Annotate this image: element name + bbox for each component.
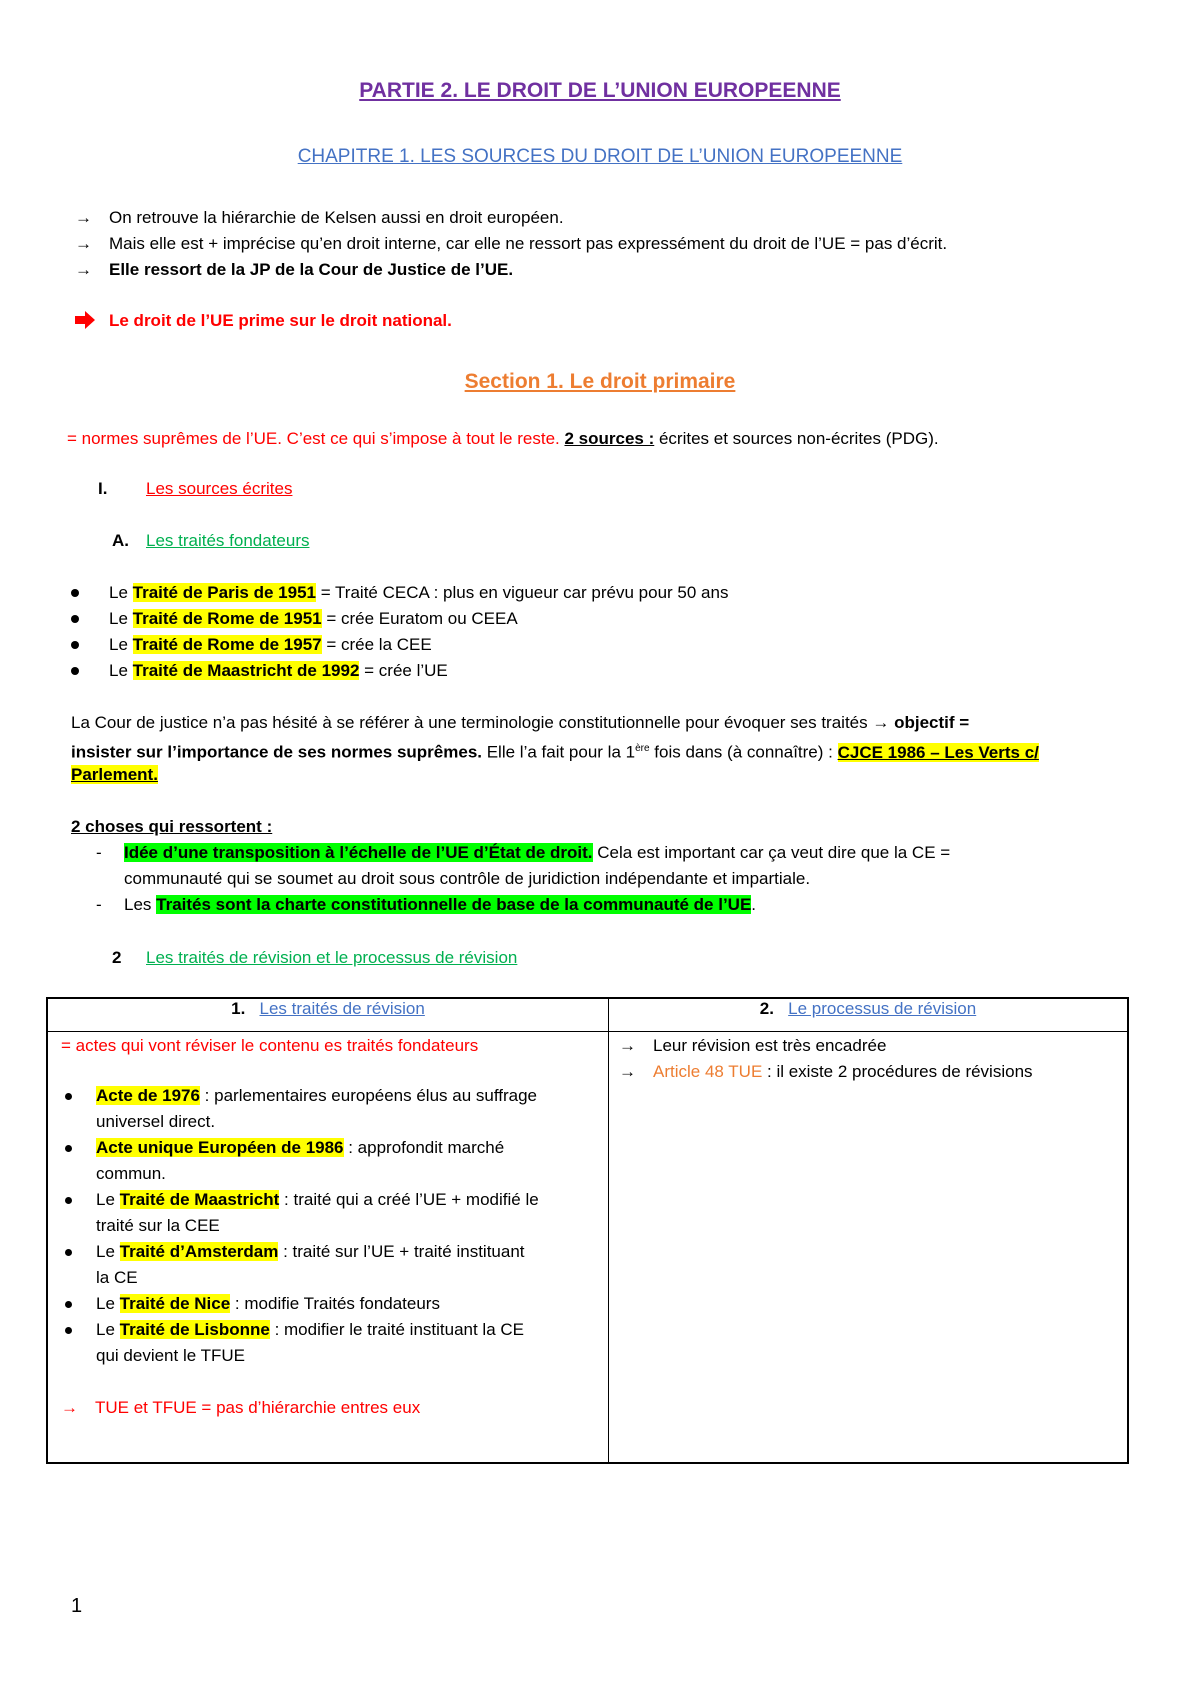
revision-item: Le Traité de Nice : modifie Traités fondateurs: [96, 1294, 440, 1313]
treaty-item: Le Traité de Rome de 1951 = crée Euratom ou CEEA: [109, 609, 518, 628]
intro-line-2: → Mais elle est + imprécise qu’en droit interne, car elle ne ressort pas expressément du droit de l’UE = pas d’écrit.: [75, 234, 948, 253]
traites-fondateurs-heading: Les traités fondateurs: [146, 531, 310, 550]
revision-item-cont: qui devient le TFUE: [96, 1346, 245, 1365]
bullet-icon: [65, 1197, 72, 1204]
revision-item: Acte de 1976 : parlementaires européens élus au suffrage: [96, 1086, 538, 1105]
revision-item-cont: traité sur la CEE: [96, 1216, 220, 1235]
dash: -: [96, 843, 102, 862]
chose-2: Les Traités sont la charte constitutionnelle de base de la communauté de l’UE.: [124, 895, 757, 914]
revision-number: 2: [112, 948, 122, 967]
bullet-icon: [71, 667, 79, 675]
page-number: 1: [71, 1595, 83, 1617]
letter-a: A.: [112, 531, 129, 550]
arrow-icon: →: [619, 1036, 636, 1055]
partie-title: PARTIE 2. LE DROIT DE L’UNION EUROPEENNE: [359, 79, 841, 102]
bullet-icon: [65, 1327, 72, 1334]
table-cell-left: [47, 1032, 609, 1464]
sources-ecrites-heading: Les sources écrites: [146, 479, 293, 498]
arrow-icon: →: [61, 1398, 78, 1417]
treaty-item: Le Traité de Paris de 1951 = Traité CECA : plus en vigueur car prévu pour 50 ans: [109, 583, 729, 602]
revision-item-cont: la CE: [96, 1268, 138, 1287]
revision-item-cont: commun.: [96, 1164, 166, 1183]
revision-item: Acte unique Européen de 1986 : approfondit marché: [96, 1138, 505, 1157]
choses-title: 2 choses qui ressortent :: [71, 817, 273, 836]
court-line-3: Parlement.: [71, 765, 158, 784]
dash: -: [96, 895, 102, 914]
bullet-icon: [71, 641, 79, 649]
right-line-1: → Leur révision est très encadrée: [619, 1036, 887, 1055]
court-line-2: insister sur l’importance de ses normes suprêmes. Elle l’a fait pour la 1ère fois dans (à connaître) : CJCE 1986 – Les Verts c/: [71, 742, 1039, 762]
revision-item: Le Traité de Maastricht : traité qui a créé l’UE + modifié le: [96, 1190, 539, 1209]
revision-item-cont: universel direct.: [96, 1112, 216, 1131]
intro-line-3: → Elle ressort de la JP de la Cour de Justice de l’UE.: [75, 260, 514, 279]
left-intro: = actes qui vont réviser le contenu es traités fondateurs: [61, 1036, 479, 1055]
table-cell-right: [609, 1032, 1129, 1464]
right-line-2: → Article 48 TUE : il existe 2 procédures de révisions: [619, 1062, 1033, 1081]
court-line-1: La Cour de justice n’a pas hésité à se référer à une terminologie constitutionnelle pour évoquer ses traités → objectif =: [71, 713, 970, 732]
revision-item: Le Traité d’Amsterdam : traité sur l’UE + traité instituant: [96, 1242, 525, 1261]
section-title: Section 1. Le droit primaire: [464, 370, 736, 393]
bullet-icon: [65, 1145, 72, 1152]
bullet-icon: [65, 1301, 72, 1308]
revision-item: Le Traité de Lisbonne : modifier le traité instituant la CE: [96, 1320, 525, 1339]
arrow-icon: →: [872, 713, 890, 732]
left-conclusion: → TUE et TFUE = pas d’hiérarchie entres eux: [61, 1398, 421, 1417]
definition-line: = normes suprêmes de l’UE. C’est ce qui s’impose à tout le reste. 2 sources : écrites et sources non-écrites (PDG).: [67, 429, 939, 448]
red-arrow-icon: [73, 310, 97, 330]
chose-1-line-2: communauté qui se soumet au droit sous contrôle de juridiction indépendante et impartiale.: [124, 869, 811, 888]
intro-line-1: → On retrouve la hiérarchie de Kelsen aussi en droit européen.: [75, 208, 564, 227]
treaty-item: Le Traité de Rome de 1957 = crée la CEE: [109, 635, 432, 654]
bullet-icon: [65, 1249, 72, 1256]
chapitre-title: CHAPITRE 1. LES SOURCES DU DROIT DE L’UNION EUROPEENNE: [297, 146, 903, 167]
roman-numeral: I.: [98, 479, 108, 498]
table-header-right: 2. Le processus de révision: [609, 998, 1129, 1032]
arrow-icon: →: [619, 1062, 636, 1081]
table-header-left: 1. Les traités de révision: [47, 998, 609, 1032]
chose-1-line-1: Idée d’une transposition à l’échelle de l’UE d’État de droit. Cela est important car ça veut dire que la CE =: [124, 843, 951, 862]
revision-heading: Les traités de révision et le processus de révision: [146, 948, 518, 967]
revision-table: [46, 997, 1129, 1464]
primacy-statement: Le droit de l’UE prime sur le droit national.: [109, 311, 452, 330]
bullet-icon: [71, 589, 79, 597]
bullet-icon: [71, 615, 79, 623]
treaty-item: Le Traité de Maastricht de 1992 = crée l’UE: [109, 661, 448, 680]
bullet-icon: [65, 1093, 72, 1100]
